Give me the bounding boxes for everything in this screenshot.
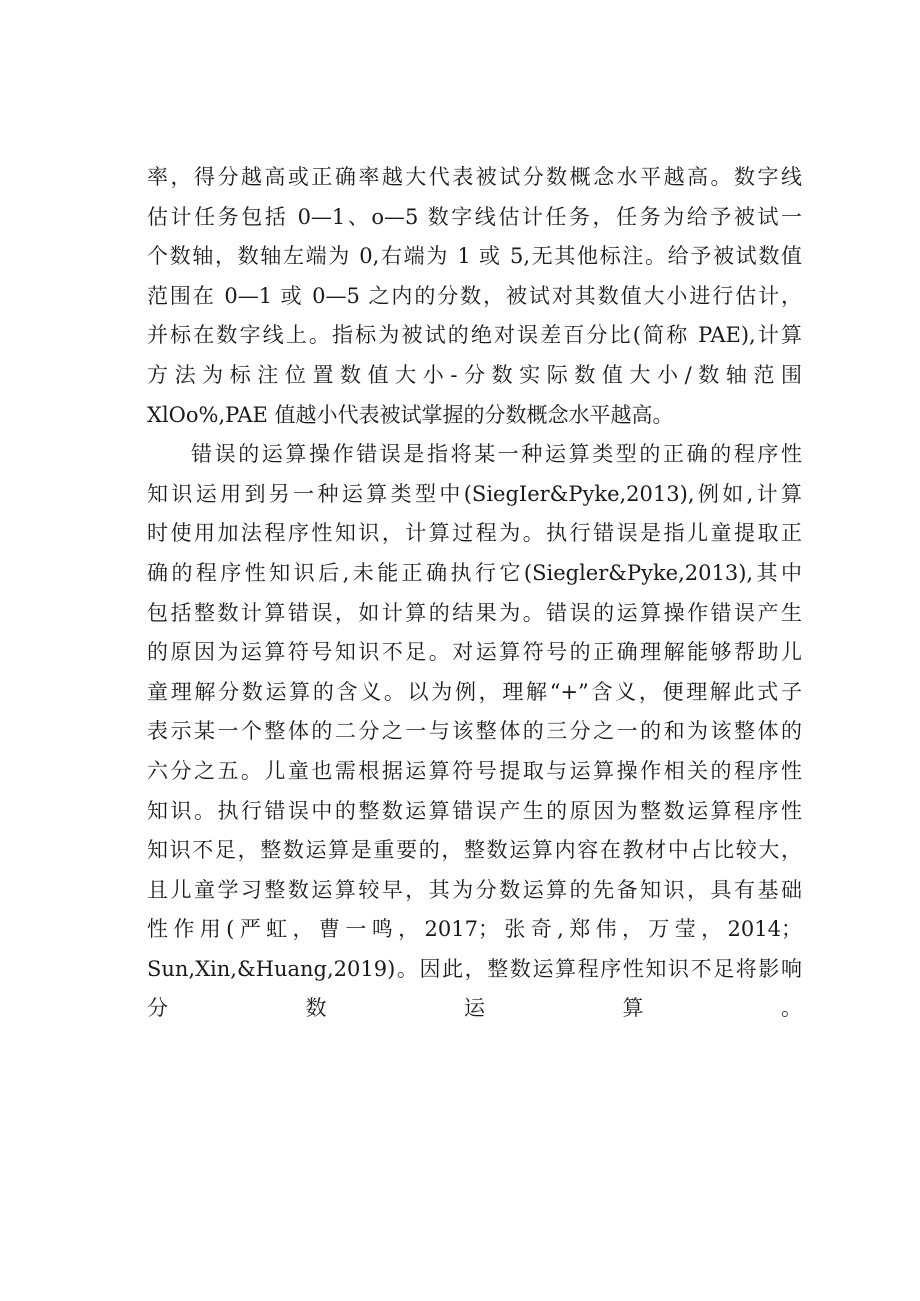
- text-line: 范围在 0—1 或 0—5 之内的分数，被试对其数值大小进行估计，: [147, 283, 802, 308]
- text-line: 六分之五。儿童也需根据运算符号提取与运算操作相关的程序性: [147, 758, 802, 783]
- text-line: 个数轴，数轴左端为 0,右端为 1 或 5,无其他标注。给予被试数值: [147, 244, 802, 269]
- paragraph-1: [147, 158, 802, 435]
- text-line: 且儿童学习整数运算较早，其为分数运算的先备知识，具有基础: [147, 877, 802, 902]
- text-line: 确的程序性知识后,未能正确执行它(Siegler&Pyke,2013),其中: [147, 560, 802, 585]
- text-line: 知识不足，整数运算是重要的，整数运算内容在教材中占比较大，: [147, 838, 802, 863]
- text-line: 并标在数字线上。指标为被试的绝对误差百分比(简称 PAE),计算: [147, 323, 802, 348]
- body-text: [147, 158, 802, 1069]
- text-line: 知识运用到另一种运算类型中(SiegIer&Pyke,2013),例如,计算: [147, 481, 802, 506]
- text-line: [147, 1029, 802, 1069]
- text-line: 错误的运算操作错误是指将某一种运算类型的正确的程序性: [191, 442, 802, 467]
- text-line: 的原因为运算符号知识不足。对运算符号的正确理解能够帮助儿: [147, 640, 802, 665]
- text-line: 性作用(严虹，曹一鸣，2017；张奇,郑伟，万莹，2014；: [147, 917, 802, 942]
- text-line: 分数运算。: [147, 996, 802, 1021]
- text-line: 知识。执行错误中的整数运算错误产生的原因为整数运算程序性: [147, 798, 802, 823]
- text-line: 表示某一个整体的二分之一与该整体的三分之一的和为该整体的: [147, 719, 802, 744]
- text-line: 童理解分数运算的含义。以为例，理解“+”含义，便理解此式子: [147, 679, 802, 704]
- text-line: 率，得分越高或正确率越大代表被试分数概念水平越高。数字线: [147, 165, 802, 189]
- text-line: Sun,Xin,&Huang,2019)。因此，整数运算程序性知识不足将影响: [147, 956, 802, 981]
- text-line: 估计任务包括 0—1、o—5 数字线估计任务，任务为给予被试一: [147, 204, 802, 229]
- text-line: 方法为标注位置数值大小-分数实际数值大小/数轴范围: [147, 362, 802, 387]
- paragraph-2: [147, 435, 802, 1069]
- text-line: XlOo%,PAE 值越小代表被试掌握的分数概念水平越高。: [147, 402, 674, 427]
- text-line: 时使用加法程序性知识，计算过程为。执行错误是指儿童提取正: [147, 521, 802, 546]
- text-line: 包括整数计算错误，如计算的结果为。错误的运算操作错误产生: [147, 600, 802, 625]
